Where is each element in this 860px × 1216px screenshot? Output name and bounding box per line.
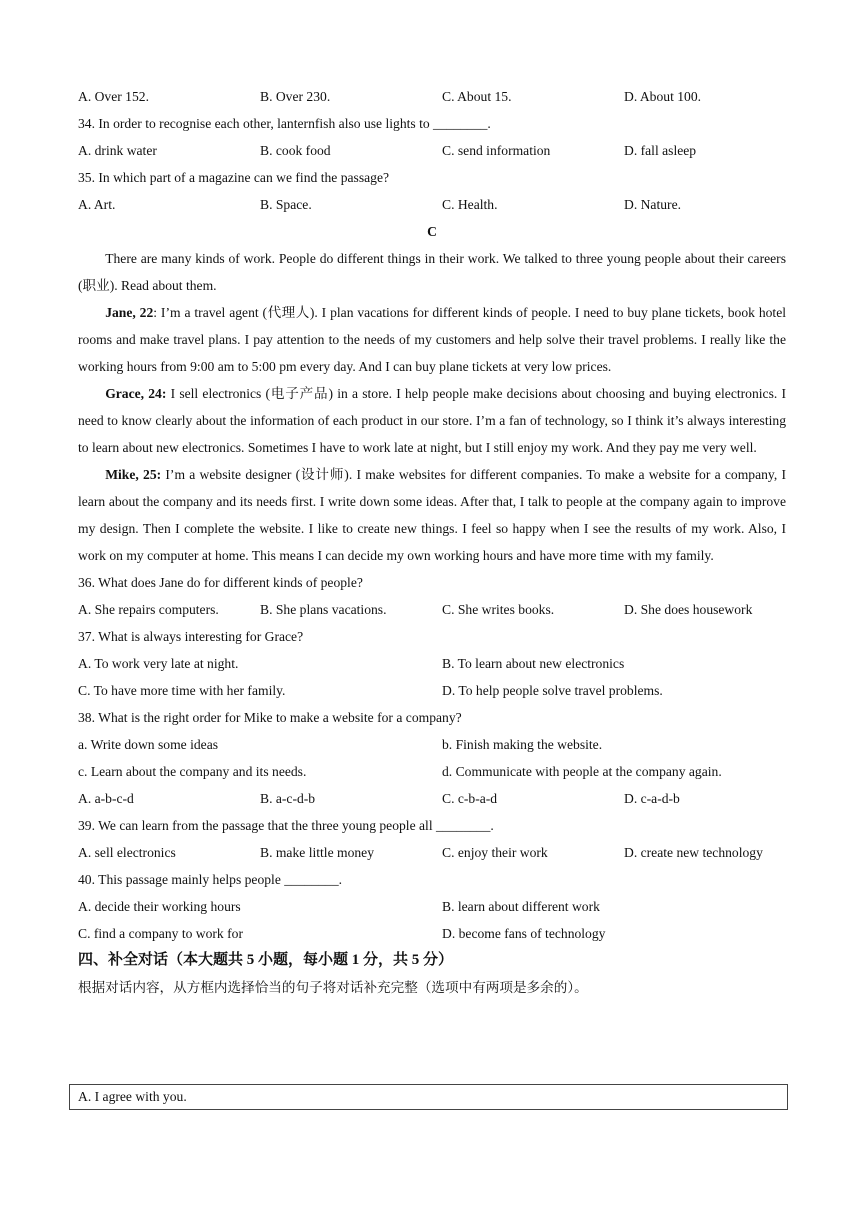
q40-options-row2 [78,920,786,947]
option: D. c-a-d-b [624,791,680,806]
option: D. fall asleep [624,143,697,158]
option: B. a-c-d-b [260,791,316,806]
q34-options [78,137,786,164]
option: C. Health. [442,197,498,212]
q40-options-row1 [78,893,786,920]
option: D. create new technology [624,845,763,860]
option: A. decide their working hours [78,899,241,914]
option: D. She does housework [624,602,753,617]
speaker-text: I’m a website designer (设计师). I make websites for different companies. To make a website for a company, I learn about the company and its needs first. I write down some ideas. After that, I talk to people at the company again to improve my design. Then I complete the website. I like to create new things. I feel so happy when I see the results of my work. Also, I work on my computer at home. This means I can decide my own working hours and have more time with my family. [78,467,786,563]
speaker-name: Grace, 24: [105,386,167,401]
option: B. To learn about new electronics [442,656,625,671]
q38-steps-row2 [78,758,786,785]
q35-stem: 35. In which part of a magazine can we find the passage? [78,170,390,185]
section-title: 四、补全对话（本大题共 5 小题，每小题 1 分，共 5 分） [78,952,454,968]
option: B. make little money [260,845,375,860]
option: B. Over 230. [260,89,331,104]
option: C. About 15. [442,89,512,104]
option: C. find a company to work for [78,926,243,941]
option: A. a-b-c-d [78,791,134,806]
q37-stem: 37. What is always interesting for Grace? [78,629,304,644]
passage-mike [78,461,786,569]
option: B. She plans vacations. [260,602,387,617]
step: c. Learn about the company and its needs. [78,764,307,779]
option: D. become fans of technology [442,926,606,941]
option: A. Over 152. [78,89,149,104]
option: C. She writes books. [442,602,555,617]
option: D. Nature. [624,197,681,212]
q37-options-row1 [78,650,786,677]
q36-stem: 36. What does Jane do for different kinds of people? [78,575,363,590]
options-box [69,1084,788,1110]
q37-options-row2 [78,677,786,704]
q38-stem: 38. What is the right order for Mike to make a website for a company? [78,710,462,725]
passage-intro: There are many kinds of work. People do different things in their work. We talked to three young people about their careers (职业). Read about them. [78,251,786,293]
option: A. Art. [78,197,116,212]
exam-page [78,83,786,1001]
speaker-text: : I’m a travel agent (代理人). I plan vacations for different kinds of people. I need to buy plane tickets, book hotel rooms and make travel plans. I pay attention to the needs of my customers and help solve their travel problems. I really like the working hours from 9:00 am to 5:00 pm every day. And I can buy plane tickets at very low prices. [78,305,787,374]
option: C. To have more time with her family. [78,683,286,698]
speaker-name: Jane, 22 [105,305,154,320]
option: A. She repairs computers. [78,602,219,617]
passage-heading: C [427,224,437,239]
option: A. sell electronics [78,845,176,860]
box-option: A. I agree with you. [78,1089,187,1104]
option: B. cook food [260,143,331,158]
step: b. Finish making the website. [442,737,603,752]
q35-options [78,191,786,218]
option: D. To help people solve travel problems. [442,683,663,698]
section-instruction: 根据对话内容，从方框内选择恰当的句子将对话补充完整（选项中有两项是多余的）。 [78,980,588,995]
option: C. enjoy their work [442,845,548,860]
option: A. drink water [78,143,157,158]
option: B. Space. [260,197,312,212]
q39-options [78,839,786,866]
option: C. send information [442,143,551,158]
speaker-name: Mike, 25: [105,467,162,482]
q33-options [78,83,786,110]
q40-stem: 40. This passage mainly helps people ________. [78,872,343,887]
speaker-text: I sell electronics (电子产品) in a store. I help people make decisions about choosing and buying electronics. I need to know clearly about the information of each product in our store. I’m a fan of technology, so I think it’s always interesting to learn about new electronics. Sometimes I have to work late at night, but I still enjoy my work. And they pay me very well. [78,386,786,455]
step: d. Communicate with people at the company again. [442,764,722,779]
option: B. learn about different work [442,899,600,914]
q39-stem: 39. We can learn from the passage that the three young people all ________. [78,818,494,833]
q36-options [78,596,786,623]
q38-steps-row1 [78,731,786,758]
option: A. To work very late at night. [78,656,239,671]
option: D. About 100. [624,89,702,104]
q38-options [78,785,786,812]
option: C. c-b-a-d [442,791,498,806]
q34-stem: 34. In order to recognise each other, lanternfish also use lights to ________. [78,116,491,131]
passage-jane [78,299,786,380]
step: a. Write down some ideas [78,737,219,752]
passage-grace [78,380,786,461]
